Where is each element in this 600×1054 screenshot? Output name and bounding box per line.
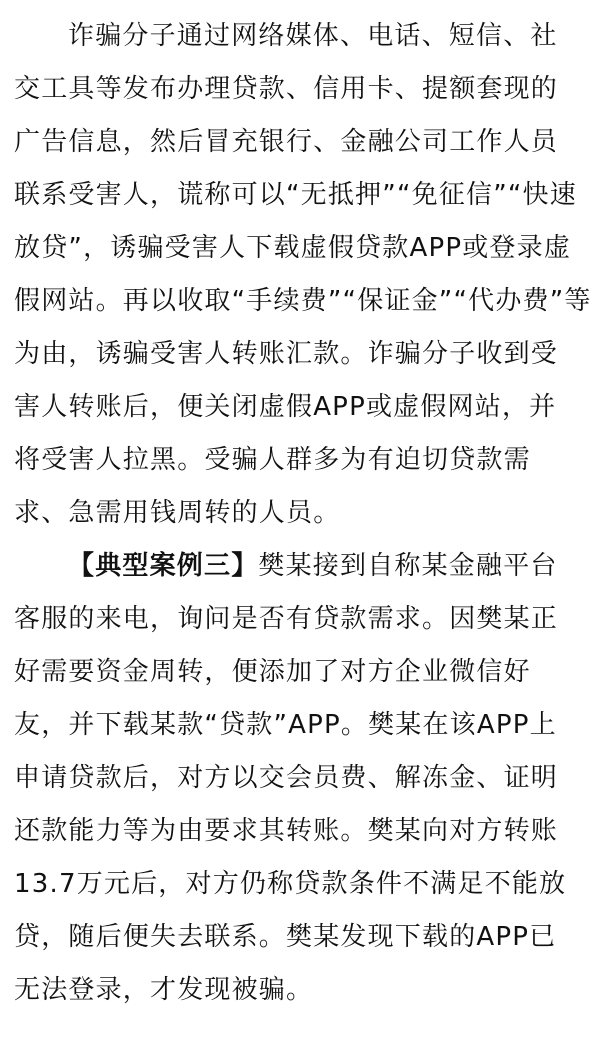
text-line: 贷，随后便失去联系。樊某发现下载的APP已: [14, 922, 557, 952]
text-line: 交工具等发布办理贷款、信用卡、提额套现的: [14, 74, 559, 104]
text-line: 广告信息，然后冒充银行、金融公司工作人员: [14, 127, 559, 157]
paragraph-fraud-description: [14, 10, 592, 540]
text-line: 还款能力等为由要求其转账。樊某向对方转账: [14, 816, 559, 846]
text-line: 诈骗分子通过网络媒体、电话、短信、社: [68, 21, 558, 51]
text-line: 联系受害人，谎称可以“无抵押”“免征信”“快速: [14, 180, 577, 210]
text-line: 为由，诱骗受害人转账汇款。诈骗分子收到受: [14, 339, 559, 369]
text-line: 客服的来电，询问是否有贷款需求。因樊某正: [14, 604, 559, 634]
case-title: 【典型案例三】: [68, 551, 259, 581]
text-line: 害人转账后，便关闭虚假APP或虚假网站，并: [14, 392, 557, 422]
text-line: 无法登录，才发现被骗。: [14, 975, 314, 1005]
text-line: 友，并下载某款“贷款”APP。樊某在该APP上: [14, 710, 557, 740]
text-line: 将受害人拉黑。受骗人群多为有迫切贷款需: [14, 445, 531, 475]
case-first-line: [14, 540, 586, 593]
text-line: 假网站。再以收取“手续费”“保证金”“代办费”等: [14, 286, 592, 316]
case-first-line-text: 樊某接到自称某金融平台: [258, 551, 558, 581]
text-line: 求、急需用钱周转的人员。: [14, 498, 341, 528]
paragraph-typical-case: [14, 540, 586, 1017]
text-line: 申请贷款后，对方以交会员费、解冻金、证明: [14, 763, 559, 793]
text-line: 好需要资金周转，便添加了对方企业微信好: [14, 657, 531, 687]
text-line: 放贷”，诱骗受害人下载虚假贷款APP或登录虚: [14, 233, 572, 263]
text-line: 13.7万元后，对方仍称贷款条件不满足不能放: [14, 869, 567, 899]
